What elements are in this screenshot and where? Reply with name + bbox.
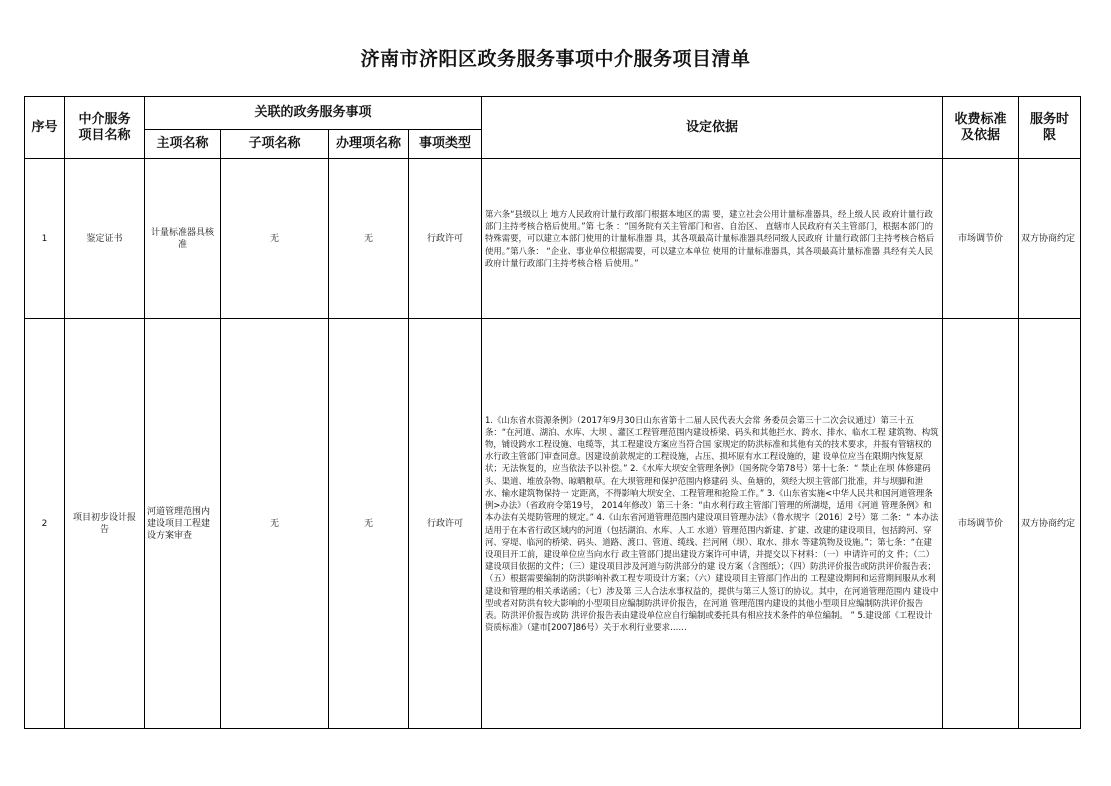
row-handling-item: 无	[329, 159, 409, 319]
row-main-item: 计量标准器具核准	[145, 159, 221, 319]
row-item-type: 行政许可	[409, 319, 482, 729]
row-seq: 1	[25, 159, 65, 319]
row-intermediary-name: 鉴定证书	[65, 159, 145, 319]
header-time-limit: 服务时限	[1019, 97, 1081, 159]
row-fee: 市场调节价	[943, 159, 1019, 319]
row-seq: 2	[25, 319, 65, 729]
row-time-limit: 双方协商约定	[1019, 319, 1081, 729]
table-row	[25, 159, 1081, 319]
row-time-limit: 双方协商约定	[1019, 159, 1081, 319]
row-intermediary-name: 项目初步设计报告	[65, 319, 145, 729]
row-fee: 市场调节价	[943, 319, 1019, 729]
page-title: 济南市济阳区政务服务事项中介服务项目清单	[360, 48, 751, 70]
header-intermediary-name: 中介服务项目名称	[65, 97, 145, 159]
row-main-item: 河道管理范围内建设项目工程建设方案审查	[145, 319, 221, 729]
header-sub-item: 子项名称	[221, 130, 329, 159]
row-sub-item: 无	[221, 319, 329, 729]
header-item-type: 事项类型	[409, 130, 482, 159]
header-related-group: 关联的政务服务事项	[145, 97, 482, 130]
header-basis: 设定依据	[482, 97, 943, 159]
row-basis: 第六条“县级以上 地方人民政府计量行政部门根据本地区的需 要，建立社会公用计量标准器具，经上级人民 政府计量行政部门主持考核合格后使用。”第 七条 ：“国务院有关主管部门和省、自治区、 直辖市人民政府有关主管部门，根据本部门的 特殊需要，可以建立本部门使用的计量标准器 具，其各项最高计量标准器具经同级人民政府 计量行政部门主持考核合格后使用。”第八条： “企业、事业单位根据需要，可以建立本单位 使用的计量标准器具，其各项最高计量标准器 具经有关人民政府计量行政部门主持考核合格 后使用。”	[482, 159, 943, 319]
row-sub-item: 无	[221, 159, 329, 319]
row-item-type: 行政许可	[409, 159, 482, 319]
table-row	[25, 319, 1081, 729]
header-main-item: 主项名称	[145, 130, 221, 159]
header-fee: 收费标准及依据	[943, 97, 1019, 159]
service-list-table	[24, 96, 1081, 729]
header-seq: 序号	[25, 97, 65, 159]
row-handling-item: 无	[329, 319, 409, 729]
header-handling-item: 办理项名称	[329, 130, 409, 159]
row-basis: 1.《山东省水资源条例》（2017年9月30日山东省第十二届人民代表大会常 务委员会第三十二次会议通过）第三十五条：“在河道、湖泊、水库、大坝 、灌区工程管理范围内建设桥梁、码头和其他拦水、跨水、排水、临水工程 建筑物、构筑物，铺设跨水工程设施、电缆等，其工程建设方案应当符合国 家规定的防洪标准和其他有关的技术要求，并报有管辖权的水行政主管部门审查同意。因建设前款规定的工程设施，占压、损坏原有水工程设施的，建 设单位应当在限期内恢复原状；无法恢复的，应当依法予以补偿。” 2.《水库大坝安全管理条例》（国务院令第78号）第十七条：“ 禁止在坝 体修建码头、渠道、堆放杂物、晾晒粮草。在大坝管理和保护范围内修建码 头、鱼塘的，须经大坝主管部门批准，并与坝脚和泄水、输水建筑物保持一 定距离，不得影响大坝安全、工程管理和抢险工作。” 3.《山东省实施<中华人民共和国河道管理条例>办法》（省政府令第19号， 2014年修改）第三十条：“由水利行政主管部门管理的所湖堤，适用《河道 管理条例》和本办法有关堤防管理的规定。” 4.《山东省河道管理范围内建设项目管理办法》（鲁水规字〔2016〕2号）第 二条：“ 本办法适用于在本省行政区域内的河道（包括湖泊、水库、人工 水道）管理范围内新建、扩建、改建的建设项目，包括跨河、穿河、穿堤、临河的桥梁、码头、道路、渡口、管道、缆线、拦河闸（坝）、取水、排水 等建筑物及设施。”；第七条：“在建设项目开工前，建设单位应当向水行 政主管部门提出建设方案许可申请，并提交以下材料：（一）申请许可的文 件；（二）建设项目依据的文件；（三）建设项目涉及河道与防洪部分的建 设方案（含图纸）；（四）防洪评价报告或防洪评价报告表；（五）根据需要编制的防洪影响补救工程专项设计方案；（六）建设项目主管部门作出的 工程建设期间和运营期间服从水利建设和管理的相关承诺函；（七）涉及第 三人合法水事权益的，提供与第三人签订的协议。其中，在河道管理范围内 建设中型或者对防洪有较大影响的小型项目应编制防洪评价报告，在河道 管理范围内建设的其他小型项目应编制防洪评价报告表。防洪评价报告或防 洪评价报告表由建设单位应自行编制或委托具有相应技术条件的单位编制。 ” 5.建设部《工程设计资质标准》（建市[2007]86号）关于水利行业要求……	[482, 319, 943, 729]
